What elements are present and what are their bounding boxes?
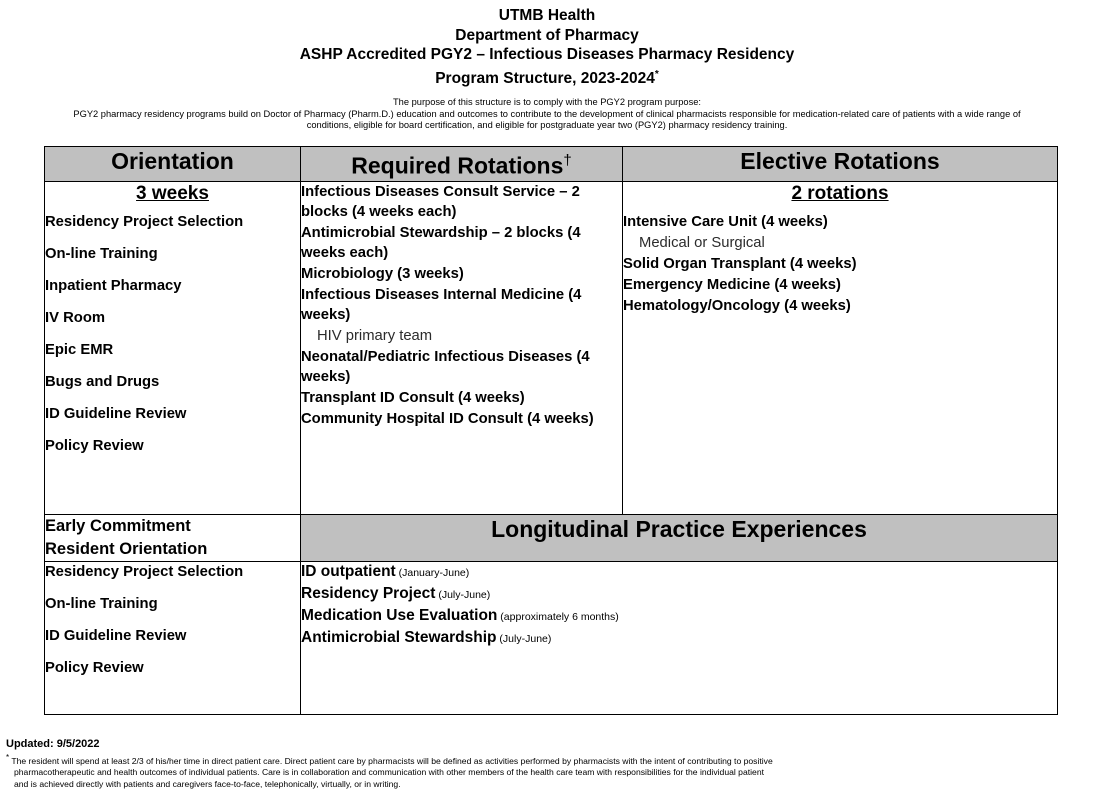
- longitudinal-item-name: ID outpatient: [301, 563, 396, 580]
- purpose-paragraph: [0, 97, 1094, 132]
- early-commitment-item: ID Guideline Review: [45, 628, 187, 644]
- title-line-structure-year: [0, 65, 1094, 89]
- required-rotation-item: Neonatal/Pediatric Infectious Diseases (4 weeks): [301, 349, 590, 385]
- orientation-item: Inpatient Pharmacy: [45, 278, 182, 294]
- title-footnote-marker: *: [654, 68, 659, 80]
- longitudinal-item: [301, 606, 1057, 627]
- purpose-line-1: The purpose of this structure is to comply with the PGY2 program purpose:: [393, 97, 701, 108]
- column-header-early-commitment: [45, 515, 301, 562]
- longitudinal-item-name: Antimicrobial Stewardship: [301, 629, 497, 646]
- longitudinal-item-note: (January-June): [395, 567, 470, 579]
- column-header-required-rotations: [301, 147, 623, 182]
- required-rotation-item: Antimicrobial Stewardship – 2 blocks (4 weeks each): [301, 225, 581, 261]
- orientation-list: [45, 212, 300, 456]
- footnote-line-3: and is achieved directly with patients and caregivers face-to-face, telephonically, virtually, or in writing.: [14, 778, 401, 789]
- longitudinal-item-name: Residency Project: [301, 585, 436, 602]
- longitudinal-item-note: (approximately 6 months): [497, 611, 619, 623]
- column-header-orientation: Orientation: [45, 147, 301, 182]
- orientation-duration: 3 weeks: [136, 183, 209, 204]
- footnote-line-1: [6, 752, 820, 767]
- title-line-organization: UTMB Health: [498, 7, 596, 24]
- early-commitment-item: On-line Training: [45, 596, 158, 612]
- elective-rotation-item: Intensive Care Unit (4 weeks): [623, 214, 828, 230]
- column-header-required-label: Required Rotations: [351, 152, 564, 179]
- orientation-item: Policy Review: [45, 438, 144, 454]
- elective-rotation-item: Solid Organ Transplant (4 weeks): [623, 256, 857, 272]
- footnote-star-marker: *: [6, 753, 10, 762]
- longitudinal-item: [301, 584, 1057, 605]
- updated-date: Updated: 9/5/2022: [6, 738, 100, 750]
- column-header-elective-rotations: Elective Rotations: [623, 147, 1058, 182]
- required-rotation-item: Microbiology (3 weeks): [301, 266, 464, 282]
- program-structure-table: [44, 146, 1058, 715]
- document-title-block: [0, 0, 1094, 88]
- document-footer: [6, 737, 1086, 790]
- early-commitment-title-line1: Early Commitment: [45, 517, 191, 535]
- required-rotation-item-sub: HIV primary team: [317, 328, 433, 344]
- longitudinal-item-name: Medication Use Evaluation: [301, 607, 498, 624]
- orientation-item: Bugs and Drugs: [45, 374, 160, 390]
- elective-rotations-list: [623, 212, 1057, 316]
- cell-longitudinal-experiences: [301, 562, 1058, 715]
- orientation-item: ID Guideline Review: [45, 406, 187, 422]
- orientation-item: Epic EMR: [45, 342, 114, 358]
- orientation-item: On-line Training: [45, 246, 158, 262]
- longitudinal-item: [301, 562, 1057, 583]
- required-rotation-item: Infectious Diseases Consult Service – 2 blocks (4 weeks each): [301, 184, 580, 220]
- cell-elective-rotations: [623, 182, 1058, 515]
- orientation-item: Residency Project Selection: [45, 214, 244, 230]
- longitudinal-list: [301, 562, 1057, 649]
- early-commitment-item: Residency Project Selection: [45, 564, 244, 580]
- elective-rotation-item-sub: Medical or Surgical: [639, 235, 765, 251]
- cell-required-rotations: [301, 182, 623, 515]
- footnote-line-1-text: The resident will spend at least 2/3 of his/her time in direct patient care. Direct patient care by pharmacists will be defined as activities performed by pharmacists with the intent of contributing to positive: [11, 755, 773, 766]
- table-header-row: [45, 147, 1058, 182]
- column-header-longitudinal: Longitudinal Practice Experiences: [301, 515, 1058, 562]
- table-secondary-header-row: [45, 515, 1058, 562]
- cell-orientation: [45, 182, 301, 515]
- title-structure-year-text: Program Structure, 2023-2024: [435, 69, 655, 87]
- early-commitment-title-line2: Resident Orientation: [45, 540, 208, 558]
- elective-rotation-item: Emergency Medicine (4 weeks): [623, 277, 841, 293]
- footnote-line-2: pharmacotherapeutic and health outcomes of individual patients. Care is in collaboration and communication with other members of the health care team with responsibilities for the individual patient: [14, 767, 764, 778]
- elective-rotation-item: Hematology/Oncology (4 weeks): [623, 298, 851, 314]
- elective-count: 2 rotations: [791, 183, 889, 204]
- required-rotation-item: Community Hospital ID Consult (4 weeks): [301, 411, 594, 427]
- title-line-program: ASHP Accredited PGY2 – Infectious Diseases Pharmacy Residency: [299, 46, 795, 63]
- table-body-row-rotations: [45, 182, 1058, 515]
- title-line-department: Department of Pharmacy: [455, 26, 639, 44]
- table-body-row-longitudinal: [45, 562, 1058, 715]
- longitudinal-item-note: (July-June): [496, 633, 552, 645]
- orientation-item: IV Room: [45, 310, 106, 326]
- footnote-block: [6, 752, 820, 790]
- required-rotation-item: Transplant ID Consult (4 weeks): [301, 390, 525, 406]
- longitudinal-item-note: (July-June): [435, 589, 491, 601]
- early-commitment-list: [45, 562, 300, 678]
- longitudinal-item: [301, 628, 1057, 649]
- purpose-line-2: PGY2 pharmacy residency programs build on Doctor of Pharmacy (Pharm.D.) education and outcomes to contribute to the development of clinical pharmacists responsible for medication-related care of patients with a wide range of: [73, 108, 1021, 119]
- purpose-line-3: conditions, eligible for board certification, and eligible for postgraduate year two (PGY2) pharmacy residency training.: [306, 120, 788, 131]
- required-rotation-item: Infectious Diseases Internal Medicine (4 weeks): [301, 287, 582, 323]
- cell-early-commitment: [45, 562, 301, 715]
- required-dagger-marker: †: [563, 152, 572, 169]
- required-rotations-list: [301, 182, 622, 429]
- early-commitment-item: Policy Review: [45, 660, 144, 676]
